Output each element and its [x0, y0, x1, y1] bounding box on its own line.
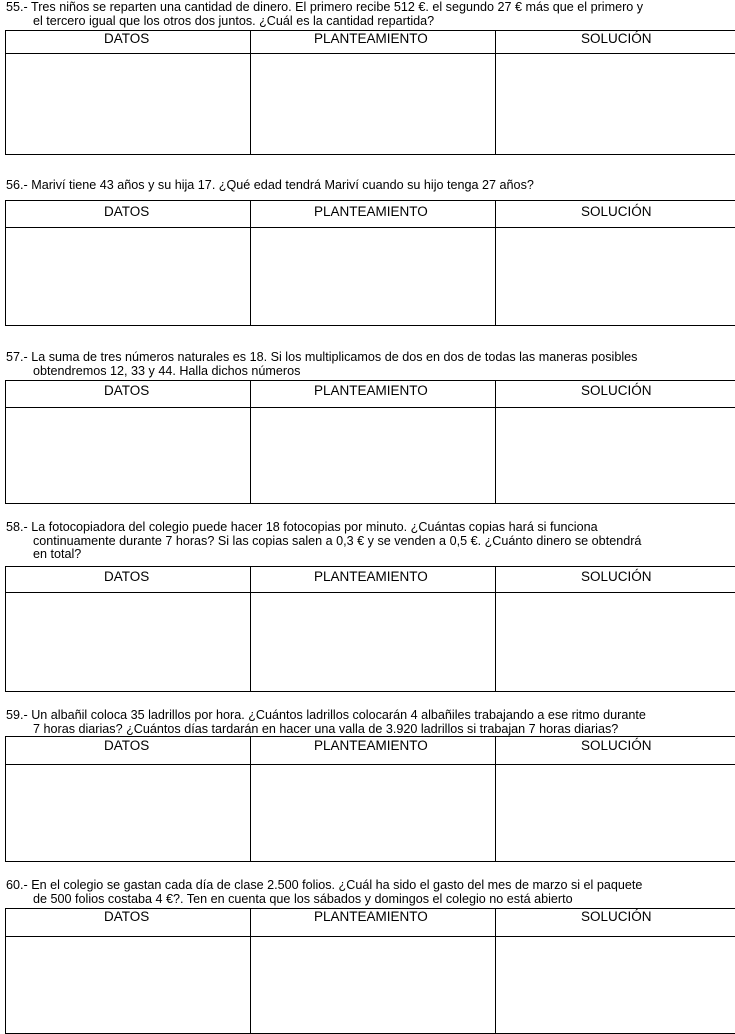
problem-number: 58.-	[6, 520, 28, 534]
problem-number: 56.-	[6, 178, 28, 192]
answer-grid	[5, 908, 735, 1034]
solucion-header: SOLUCIÓN	[581, 383, 652, 398]
datos-header: DATOS	[104, 31, 150, 46]
planteamiento-header: PLANTEAMIENTO	[314, 909, 428, 924]
planteamiento-header: PLANTEAMIENTO	[314, 204, 428, 219]
solucion-header: SOLUCIÓN	[581, 909, 652, 924]
datos-header: DATOS	[104, 909, 150, 924]
problem-text-line: Mariví tiene 43 años y su hija 17. ¿Qué edad tendrá Mariví cuando su hijo tenga 27 años?	[31, 178, 534, 192]
problem-number: 59.-	[6, 708, 28, 722]
answer-grid	[5, 200, 735, 326]
solucion-header: SOLUCIÓN	[581, 31, 652, 46]
answer-grid	[5, 736, 735, 862]
problem-text-line: En el colegio se gastan cada día de clase 2.500 folios. ¿Cuál ha sido el gasto del mes de marzo si el paquete	[31, 878, 643, 892]
problem-text-line: continuamente durante 7 horas? Si las copias salen a 0,3 € y se venden a 0,5 €. ¿Cuánto dinero se obtendrá	[33, 533, 642, 548]
datos-header: DATOS	[104, 383, 150, 398]
problem-text-line: 7 horas diarias? ¿Cuántos días tardarán en hacer una valla de 3.920 ladrillos si trabajan 7 horas diarias?	[33, 721, 619, 736]
solucion-header: SOLUCIÓN	[581, 204, 652, 219]
answer-grid	[5, 566, 735, 692]
datos-header: DATOS	[104, 738, 150, 753]
problem-text-line: La fotocopiadora del colegio puede hacer 18 fotocopias por minuto. ¿Cuántas copias hará si funciona	[31, 520, 598, 534]
problem-text-line: de 500 folios costaba 4 €?. Ten en cuenta que los sábados y domingos el colegio no está abierto	[33, 891, 573, 906]
problem-text-line: el tercero igual que los otros dos juntos. ¿Cuál es la cantidad repartida?	[33, 13, 435, 28]
problem-text-line: en total?	[33, 547, 82, 561]
problem-statement	[6, 521, 720, 562]
planteamiento-header: PLANTEAMIENTO	[314, 383, 428, 398]
problem-statement	[6, 879, 720, 906]
planteamiento-header: PLANTEAMIENTO	[314, 738, 428, 753]
problem-text-line: obtendremos 12, 33 y 44. Halla dichos números	[33, 363, 301, 378]
problem-number: 60.-	[6, 878, 28, 892]
problem-text-line: La suma de tres números naturales es 18. Si los multiplicamos de dos en dos de todas las maneras posibles	[31, 350, 638, 364]
datos-header: DATOS	[104, 204, 150, 219]
answer-grid	[5, 380, 735, 504]
datos-header: DATOS	[104, 569, 150, 584]
problem-statement	[6, 709, 720, 736]
planteamiento-header: PLANTEAMIENTO	[314, 31, 428, 46]
solucion-header: SOLUCIÓN	[581, 738, 652, 753]
problem-statement	[6, 179, 720, 193]
problem-number: 57.-	[6, 350, 28, 364]
answer-grid	[5, 30, 735, 155]
problem-number: 55.-	[6, 0, 28, 14]
solucion-header: SOLUCIÓN	[581, 569, 652, 584]
planteamiento-header: PLANTEAMIENTO	[314, 569, 428, 584]
problem-text-line: Un albañil coloca 35 ladrillos por hora. ¿Cuántos ladrillos colocarán 4 albañiles trabajando a ese ritmo durante	[31, 708, 646, 722]
problem-statement	[6, 1, 720, 28]
problem-statement	[6, 351, 720, 378]
problem-text-line: Tres niños se reparten una cantidad de dinero. El primero recibe 512 €. el segundo 27 € más que el primero y	[30, 0, 644, 14]
